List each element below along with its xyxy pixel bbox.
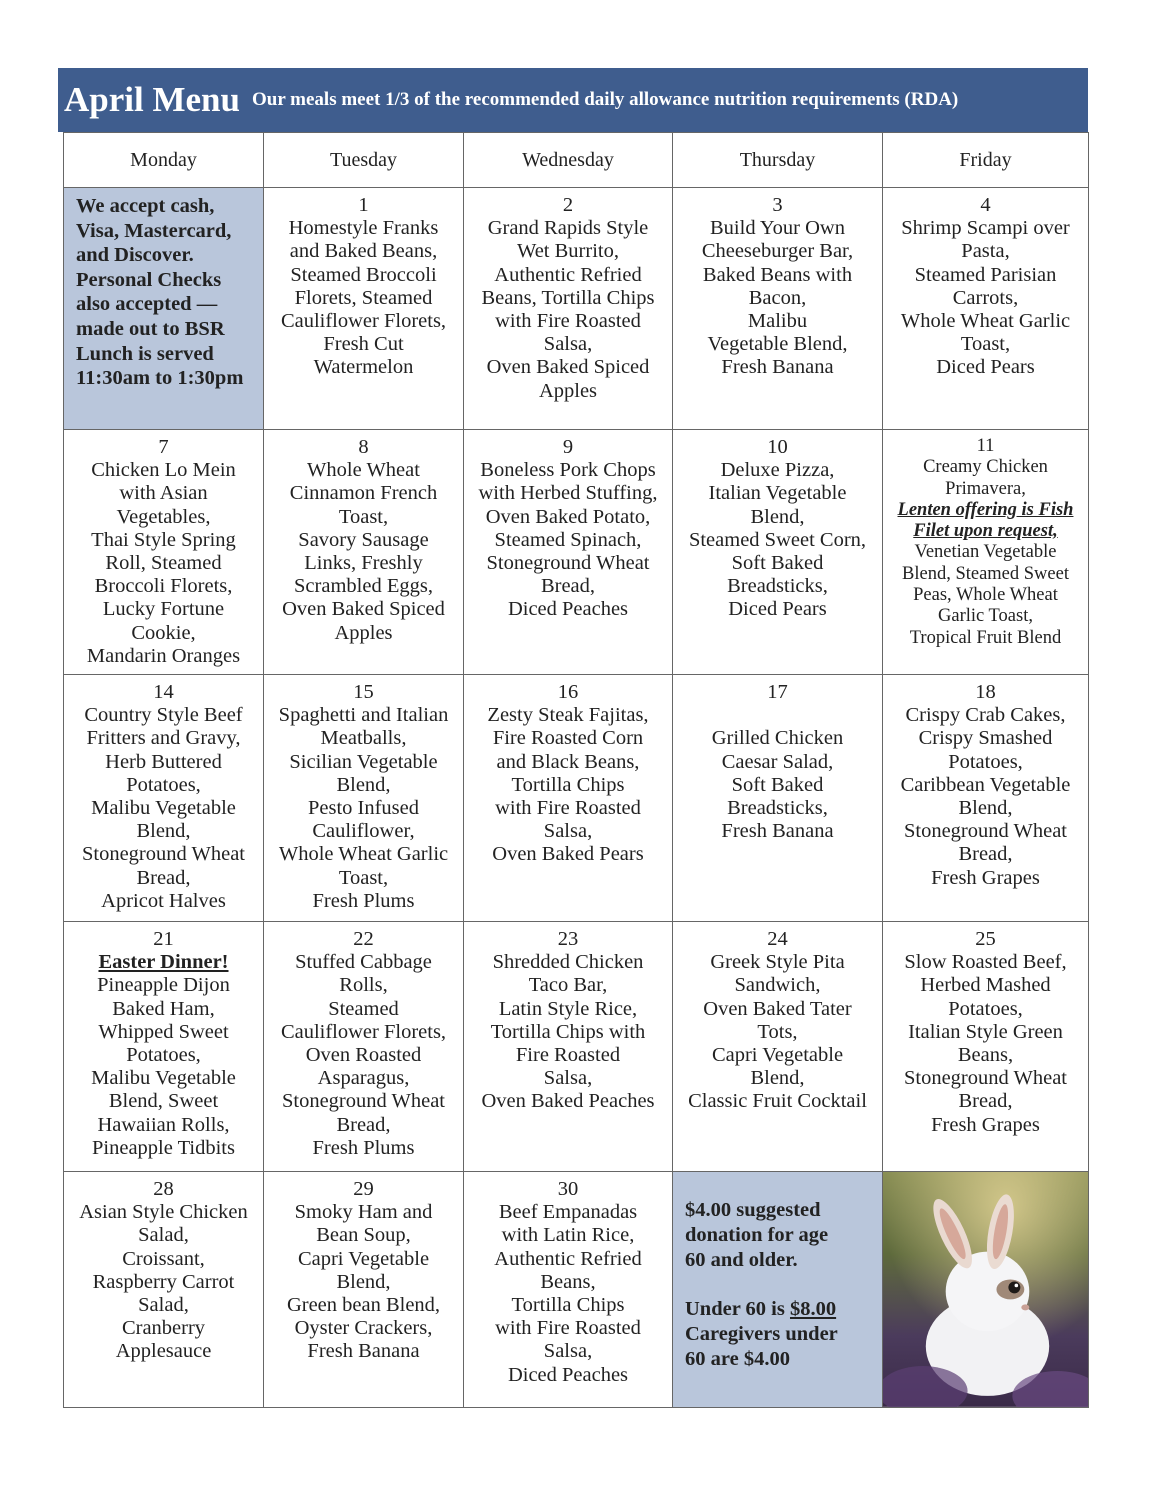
- day-cell: [264, 675, 464, 922]
- day-cell: [464, 675, 673, 922]
- menu-banner: [58, 68, 1088, 132]
- under-60-price: $8.00: [789, 1298, 837, 1320]
- donation-line: donation for age: [685, 1224, 829, 1246]
- day-menu: Boneless Pork Chops with Herbed Stuffing, Oven Baked Potato, Steamed Spinach, Stoneground Wheat Bread, Diced Peaches: [478, 459, 658, 621]
- day-cell: [883, 675, 1089, 922]
- donation-line: Caregivers under: [685, 1323, 838, 1345]
- day-menu: Country Style Beef Fritters and Gravy, Herb Buttered Potatoes, Malibu Vegetable Blend, Stoneground Wheat Bread, Apricot Halves: [81, 704, 246, 912]
- day-menu: Build Your Own Cheeseburger Bar, Baked Beans with Bacon, Malibu Vegetable Blend, Fresh Banana: [701, 217, 854, 379]
- weekday-header: Monday: [64, 133, 264, 188]
- day-cell: [464, 430, 673, 675]
- day-cell: [464, 1172, 673, 1408]
- info-line: We accept cash,: [76, 195, 215, 217]
- day-menu: Pineapple Dijon Baked Ham, Whipped Sweet Potatoes, Malibu Vegetable Blend, Sweet Hawaiian Rolls, Pineapple Tidbits: [91, 974, 236, 1159]
- donation-under-60: [685, 1297, 876, 1322]
- day-cell: [464, 922, 673, 1172]
- info-line: Personal Checks: [76, 268, 222, 291]
- day-number: 9: [562, 436, 574, 458]
- day-cell: [883, 430, 1089, 675]
- day-menu: Beef Empanadas with Latin Rice, Authentic Refried Beans, Tortilla Chips with Fire Roasted Salsa, Diced Peaches: [494, 1201, 642, 1386]
- day-cell: [464, 188, 673, 430]
- day-cell: [673, 922, 883, 1172]
- day-menu: Homestyle Franks and Baked Beans, Steamed Broccoli Florets, Steamed Cauliflower Florets, Fresh Cut Watermelon: [280, 217, 447, 379]
- day-menu: Grilled Chicken Caesar Salad, Soft Baked Breadsticks, Fresh Banana: [711, 727, 844, 843]
- day-number: 15: [353, 681, 374, 703]
- day-menu: Shrimp Scampi over Pasta, Steamed Parisian Carrots, Whole Wheat Garlic Toast, Diced Pears: [900, 217, 1071, 379]
- day-cell: [673, 188, 883, 430]
- day-cell: [64, 430, 264, 675]
- day-number: 7: [158, 436, 169, 458]
- day-number: 22: [353, 928, 374, 950]
- day-number: 1: [358, 194, 369, 216]
- info-line: also accepted —: [76, 293, 218, 316]
- week-row-1: [64, 188, 1089, 430]
- easter-dinner-heading: Easter Dinner!: [98, 951, 229, 974]
- day-cell: [264, 922, 464, 1172]
- weekday-header-row: [64, 133, 1089, 188]
- day-menu: Grand Rapids Style Wet Burrito, Authentic Refried Beans, Tortilla Chips with Fire Roasted Salsa, Oven Baked Spiced Apples: [481, 217, 655, 402]
- day-cell: [673, 675, 883, 922]
- day-number: 18: [975, 681, 996, 703]
- day-cell: [264, 1172, 464, 1408]
- day-cell: [64, 675, 264, 922]
- week-row-3: [64, 675, 1089, 922]
- day-menu: Whole Wheat Cinnamon French Toast, Savory Sausage Links, Freshly Scrambled Eggs, Oven Baked Spiced Apples: [282, 459, 445, 644]
- weekday-header: Thursday: [673, 133, 883, 188]
- donation-line: 60 are $4.00: [685, 1348, 790, 1370]
- day-menu: Greek Style Pita Sandwich, Oven Baked Tater Tots, Capri Vegetable Blend, Classic Fruit Cocktail: [688, 951, 867, 1113]
- donation-line: 60 and older.: [685, 1249, 798, 1271]
- menu-calendar: [63, 132, 1089, 1408]
- info-line: made out to BSR: [76, 317, 225, 340]
- day-cell: [883, 188, 1089, 430]
- weekday-header: Wednesday: [464, 133, 673, 188]
- day-menu: Slow Roasted Beef, Herbed Mashed Potatoes, Italian Style Green Beans, Stoneground Wheat Bread, Fresh Grapes: [903, 951, 1068, 1136]
- info-line: and Discover.: [76, 244, 194, 267]
- day-number: 10: [767, 436, 788, 458]
- day-menu: Deluxe Pizza, Italian Vegetable Blend, Steamed Sweet Corn, Soft Baked Breadsticks, Diced Pears: [688, 459, 867, 621]
- day-menu: Crispy Crab Cakes, Crispy Smashed Potatoes, Caribbean Vegetable Blend, Stoneground Wheat Bread, Fresh Grapes: [900, 704, 1071, 889]
- day-cell: [64, 922, 264, 1172]
- day-number: 16: [557, 681, 579, 703]
- day-number: 11: [976, 436, 995, 456]
- under-60-label: Under 60 is: [685, 1298, 790, 1320]
- week-row-5: [64, 1172, 1089, 1408]
- day-menu: Stuffed Cabbage Rolls, Steamed Cauliflower Florets, Oven Roasted Asparagus, Stoneground Wheat Bread, Fresh Plums: [280, 951, 447, 1159]
- day-menu: Asian Style Chicken Salad, Croissant, Raspberry Carrot Salad, Cranberry Applesauce: [79, 1201, 248, 1363]
- page-title: April Menu: [64, 80, 240, 119]
- info-line: Visa, Mastercard,: [76, 219, 232, 242]
- info-line: 11:30am to 1:30pm: [76, 367, 244, 390]
- day-cell: [673, 430, 883, 675]
- donation-info-cell: [673, 1172, 883, 1408]
- week-row-4: [64, 922, 1089, 1172]
- bunny-image: [883, 1172, 1088, 1407]
- day-number: 30: [557, 1178, 579, 1200]
- day-number: 23: [557, 928, 579, 950]
- day-menu: Zesty Steak Fajitas, Fire Roasted Corn and Black Beans, Tortilla Chips with Fire Roasted Salsa, Oven Baked Pears: [487, 704, 649, 866]
- week-row-2: [64, 430, 1089, 675]
- day-number: 24: [767, 928, 788, 950]
- weekday-header: Tuesday: [264, 133, 464, 188]
- day-number: 28: [153, 1178, 174, 1200]
- day-number: 21: [153, 928, 174, 950]
- weekday-header: Friday: [883, 133, 1089, 188]
- day-menu: Chicken Lo Mein with Asian Vegetables, Thai Style Spring Roll, Steamed Broccoli Florets, Lucky Fortune Cookie, Mandarin Oranges: [86, 459, 241, 667]
- lenten-offering-note: Lenten offering is Fish Filet upon request,: [897, 499, 1074, 542]
- bunny-photo: [883, 1172, 1089, 1408]
- day-menu: Smoky Ham and Bean Soup, Capri Vegetable Blend, Green bean Blend, Oyster Crackers, Fresh Banana: [286, 1201, 441, 1363]
- day-number: 8: [358, 436, 369, 458]
- day-number: 17: [767, 681, 788, 703]
- page-subtitle: Our meals meet 1/3 of the recommended daily allowance nutrition requirements (RDA): [251, 89, 959, 110]
- day-number: 2: [562, 194, 574, 216]
- day-number: 3: [772, 194, 783, 216]
- day-number: 14: [153, 681, 174, 703]
- info-line: Lunch is served: [76, 342, 214, 365]
- day-number: 25: [975, 928, 996, 950]
- day-menu: Spaghetti and Italian Meatballs, Sicilian Vegetable Blend, Pesto Infused Cauliflower, Whole Wheat Garlic Toast, Fresh Plums: [278, 704, 449, 912]
- day-menu: Creamy Chicken Primavera,: [923, 457, 1048, 499]
- day-menu: Shredded Chicken Taco Bar, Latin Style Rice, Tortilla Chips with Fire Roasted Salsa, Oven Baked Peaches: [481, 951, 655, 1113]
- payment-info-cell: [64, 188, 264, 430]
- day-cell: [64, 1172, 264, 1408]
- day-menu: Venetian Vegetable Blend, Steamed Sweet Peas, Whole Wheat Garlic Toast, Tropical Fruit Blend: [902, 542, 1069, 648]
- day-number: 4: [980, 194, 991, 216]
- day-cell: [264, 188, 464, 430]
- day-number: 29: [353, 1178, 374, 1200]
- day-cell: [264, 430, 464, 675]
- day-cell: [883, 922, 1089, 1172]
- donation-line: $4.00 suggested: [685, 1199, 821, 1221]
